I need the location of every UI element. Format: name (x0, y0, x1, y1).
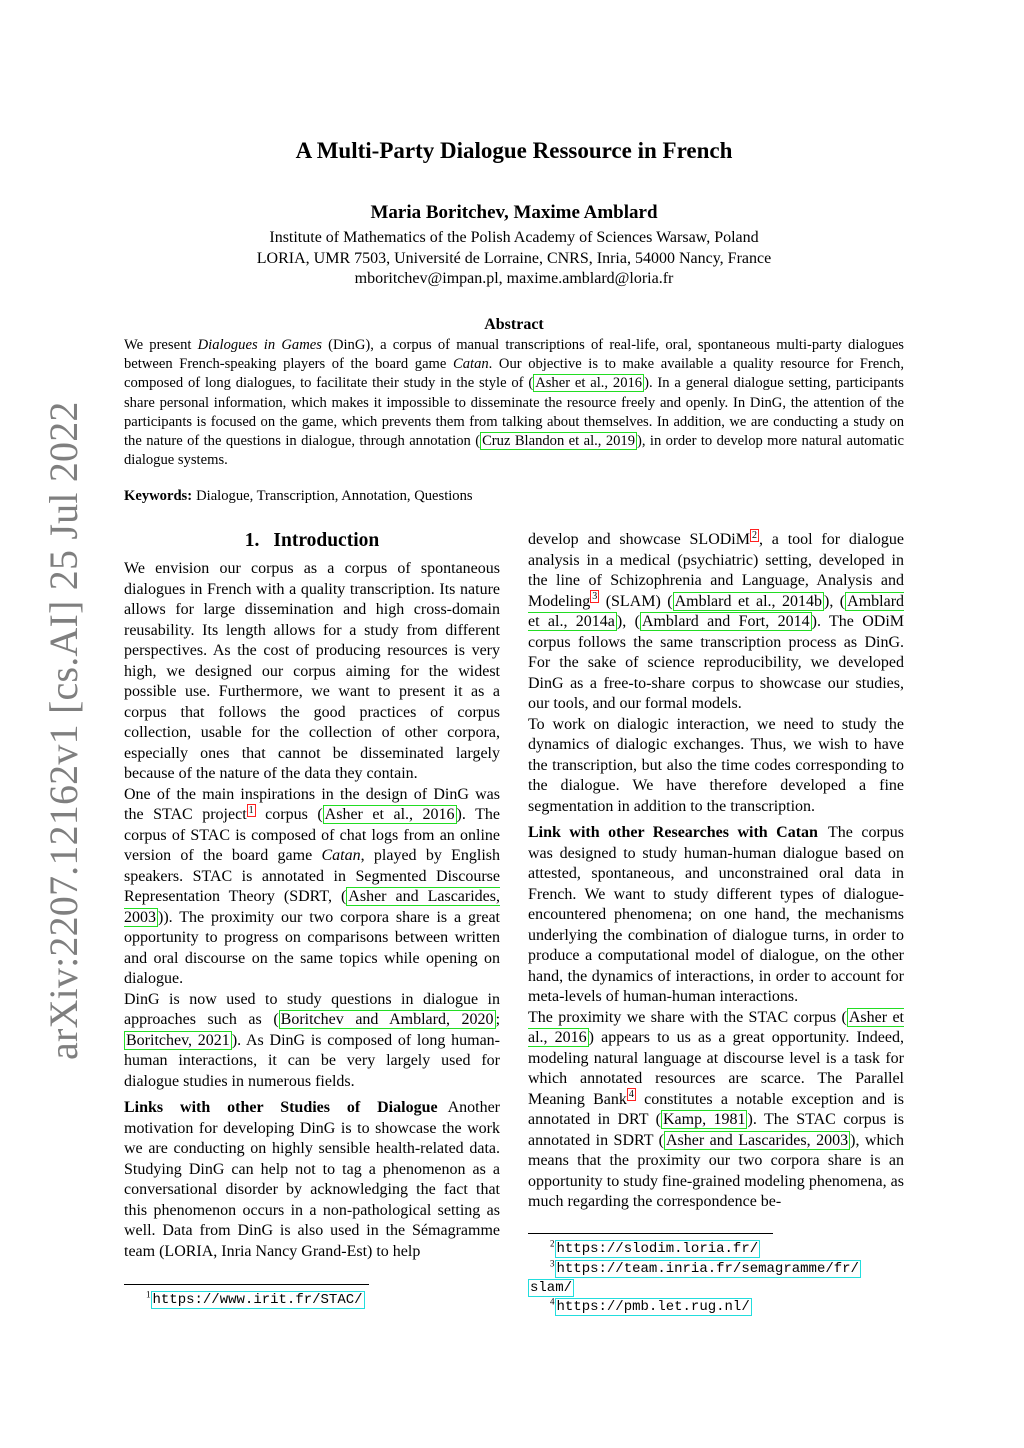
intro-paragraph-2 (124, 785, 500, 990)
footnote-url-link[interactable]: https://www.irit.fr/STAC/ (152, 1292, 363, 1308)
footnote-url-link[interactable]: https://slodim.loria.fr/ (556, 1241, 759, 1257)
text-run: ) appears to us as a great opportunity. Indeed, modeling natural language at discourse level is a task for which annotated resources are scarce. The Parallel Meaning Bank (528, 1029, 905, 1108)
citation-link[interactable]: Asher et al., 2016 (528, 1008, 904, 1046)
intro-paragraph-1: We envision our corpus as a corpus of spontaneous dialogues in French with a quality transcription. Its nature allows for large dissemination and high cross-domain reusability. Its length allows for a study from different perspectives. As the cost of producing resources is very high, we designed our corpus aiming for the widest possible use. Furthermore, we want to present it as a corpus that follows the good practices of corpus collection, usable for the collection of other corpora, especially ones that cannot be disseminated largely because of the nature of the data they contain. (124, 560, 500, 782)
keywords (124, 488, 904, 505)
text-run: )). The proximity our two corpora share is a great opportunity to progress on comparisons between written and oral discourse on the same topics while opening on dialogue. (124, 908, 500, 987)
text-run: Another motivation for developing DinG is to showcase the work we are conducting on highly sensible health-related data. Studying DinG can help not to tag a phenomenon as a conversational disorder by acknowledging the fact that this phenomenon occurs in a non-pathological setting as well. Data from DinG is also used in the Sémagramme team (LORIA, Inria Nancy Grand-Est) to help (124, 1099, 500, 1260)
footnote-url-link[interactable]: https://pmb.let.rug.nl/ (556, 1299, 750, 1315)
right-column (528, 530, 904, 1213)
text-run: The proximity we share with the STAC corpus ( (528, 1008, 847, 1026)
footnote-rule (124, 1284, 369, 1285)
footnote-3 (550, 1260, 861, 1279)
footnote-3-continued (528, 1279, 574, 1298)
arxiv-identifier: arXiv:2207.12162v1 [cs.AI] 25 Jul 2022 (41, 401, 86, 1060)
paragraph-title: Link with other Researches with Catan (528, 824, 818, 841)
citation-link[interactable]: Boritchev, 2021 (126, 1031, 230, 1049)
citation-link[interactable]: Asher and Lascarides, 2003 (666, 1131, 849, 1149)
citation-link[interactable]: Asher et al., 2016 (535, 375, 643, 392)
footnote-number: 1 (146, 1289, 151, 1300)
abstract-emphasis: Catan (452, 356, 489, 373)
citation-link[interactable]: Cruz Blandon et al., 2019 (482, 433, 636, 450)
footnote-number: 4 (550, 1296, 555, 1307)
abstract-text-run: ), in order to develop more natural automatic dialogue systems. (124, 433, 905, 469)
footnote-url-link[interactable]: https://team.inria.fr/semagramme/fr/ (556, 1261, 859, 1277)
keywords-value: Dialogue, Transcription, Annotation, Questions (196, 488, 473, 504)
text-run: ). The STAC corpus is annotated in SDRT ( (528, 1111, 904, 1149)
citation-link[interactable]: Kamp, 1981 (662, 1111, 746, 1128)
section-number: 1. (244, 530, 260, 551)
citation-link[interactable]: Amblard and Fort, 2014 (641, 613, 810, 630)
paragraph-title: Links with other Studies of Dialogue (124, 1099, 438, 1116)
author-emails: mboritchev@impan.pl, maxime.amblard@loria.fr (354, 270, 674, 287)
text-run: The corpus was designed to study human-human dialogue based on attested, spontaneous, and unconstrained oral data in French. We want to study different types of dialogue-encountered phenomena; on one hand, the mechanisms underlying the combination of dialogue turns, in order to produce a computational model of dialogue, on the other hand, the dynamics of interactions, in order to account for meta-levels of human-human interactions. (528, 824, 904, 1005)
abstract-emphasis: Dialogues in Games (197, 337, 322, 353)
text-run: ; (495, 1011, 501, 1028)
text-run: ). The corpus of STAC is composed of chat logs from an online version of the board game (124, 806, 500, 864)
footnote-url-link[interactable]: slam/ (530, 1280, 573, 1296)
affiliations (124, 228, 904, 290)
citation-link[interactable]: Asher and Lascarides, 2003 (124, 888, 500, 926)
text-run: (SLAM) ( (599, 592, 673, 610)
text-run: corpus ( (255, 806, 323, 823)
footnote-1 (146, 1291, 365, 1310)
footnote-marker[interactable]: 2 (751, 529, 757, 541)
intro-paragraph-4 (124, 1098, 500, 1262)
right-paragraph-4 (528, 1008, 904, 1213)
footnote-marker[interactable]: 4 (628, 1089, 634, 1101)
citation-link[interactable]: Asher et al., 2016 (324, 806, 455, 823)
abstract-text-run: ). In a general dialogue setting, participants share personal information, which makes it impossible to disseminate the resource freely and openly. In DinG, the attention of the participants is focused on the game, which prevents them from talking about themselves. In addition, we are conducting a study on the nature of the questions in dialogue, through annotation ( (124, 375, 904, 450)
text-run: One of the main inspirations in the design of DinG was the STAC project (124, 785, 500, 823)
affiliation-line-1: Institute of Mathematics of the Polish Academy of Sciences Warsaw, Poland (269, 229, 759, 246)
abstract-text-run: (DinG), a corpus of manual transcriptions of real-life, oral, spontaneous multi-party dialogues between French-speaking players of the board game (124, 337, 904, 373)
right-paragraph-2: To work on dialogic interaction, we need to study the dynamics of dialogic exchanges. Thus, we wish to have the transcription, but also the time codes corresponding to the dialogue. We have therefore developed a fine segmentation in addition to the transcription. (528, 715, 904, 815)
footnote-marker[interactable]: 3 (592, 591, 598, 603)
text-run: , played by English speakers. STAC is annotated in Segmented Discourse Representation Theory (SDRT, ( (124, 847, 500, 905)
citation-link[interactable]: Amblard et al., 2014a (528, 592, 905, 630)
text-run: ), ( (824, 592, 846, 610)
citation-link[interactable]: Amblard et al., 2014b (674, 592, 822, 610)
text-run: ). As DinG is composed of long human-human interactions, it can be very largely used for dialogue studies in numerous fields. (124, 1031, 500, 1090)
footnote-2 (550, 1240, 760, 1259)
author-names: Maria Boritchev, Maxime Amblard (370, 202, 658, 223)
text-run: , a tool for dialogue analysis in a medical (psychiatric) setting, developed in the line of Schizophrenia and Language, Analysis and Modeling (528, 531, 905, 610)
section-heading-introduction (124, 530, 500, 552)
section-title: Introduction (273, 530, 380, 551)
paper-title: A Multi-Party Dialogue Ressource in French (295, 138, 733, 163)
abstract-text (124, 336, 904, 470)
footnote-number: 3 (550, 1258, 555, 1269)
text-run: ), ( (616, 613, 640, 630)
right-paragraph-1 (528, 530, 904, 715)
abstract-text-run: . Our objective is to make available a quality resource for French, composed of long dialogues, to facilitate their study in the style of ( (124, 356, 904, 392)
text-run: ). The ODiM corpus follows the same transcription process as DinG. For the sake of science reproducibility, we developed DinG as a free-to-share corpus to showcase our studies, our tools, and our formal models. (528, 613, 904, 712)
emphasis: Catan (321, 847, 361, 864)
right-paragraph-3 (528, 823, 904, 1008)
affiliation-line-2: LORIA, UMR 7503, Université de Lorraine, CNRS, Inria, 54000 Nancy, France (256, 249, 772, 267)
keywords-label: Keywords: (124, 488, 193, 504)
abstract-text-run: We present (124, 337, 198, 353)
abstract-heading: Abstract (484, 316, 544, 333)
intro-paragraph-3 (124, 990, 500, 1093)
text-run: ), which means that the proximity our two corpora share is an opportunity to study fine-grained modeling phenomena, as much regarding the correspondence be- (528, 1131, 904, 1210)
footnote-rule (528, 1233, 773, 1234)
text-run: DinG is now used to study questions in dialogue in approaches such as ( (124, 990, 500, 1028)
footnote-number: 2 (550, 1238, 555, 1249)
footnote-4 (550, 1298, 752, 1317)
left-column (124, 530, 500, 1262)
text-run: develop and showcase SLODiM (528, 531, 750, 548)
citation-link[interactable]: Boritchev and Amblard, 2020 (280, 1011, 494, 1028)
footnote-marker[interactable]: 1 (248, 804, 254, 816)
text-run: constitutes a notable exception and is annotated in DRT ( (528, 1090, 904, 1128)
